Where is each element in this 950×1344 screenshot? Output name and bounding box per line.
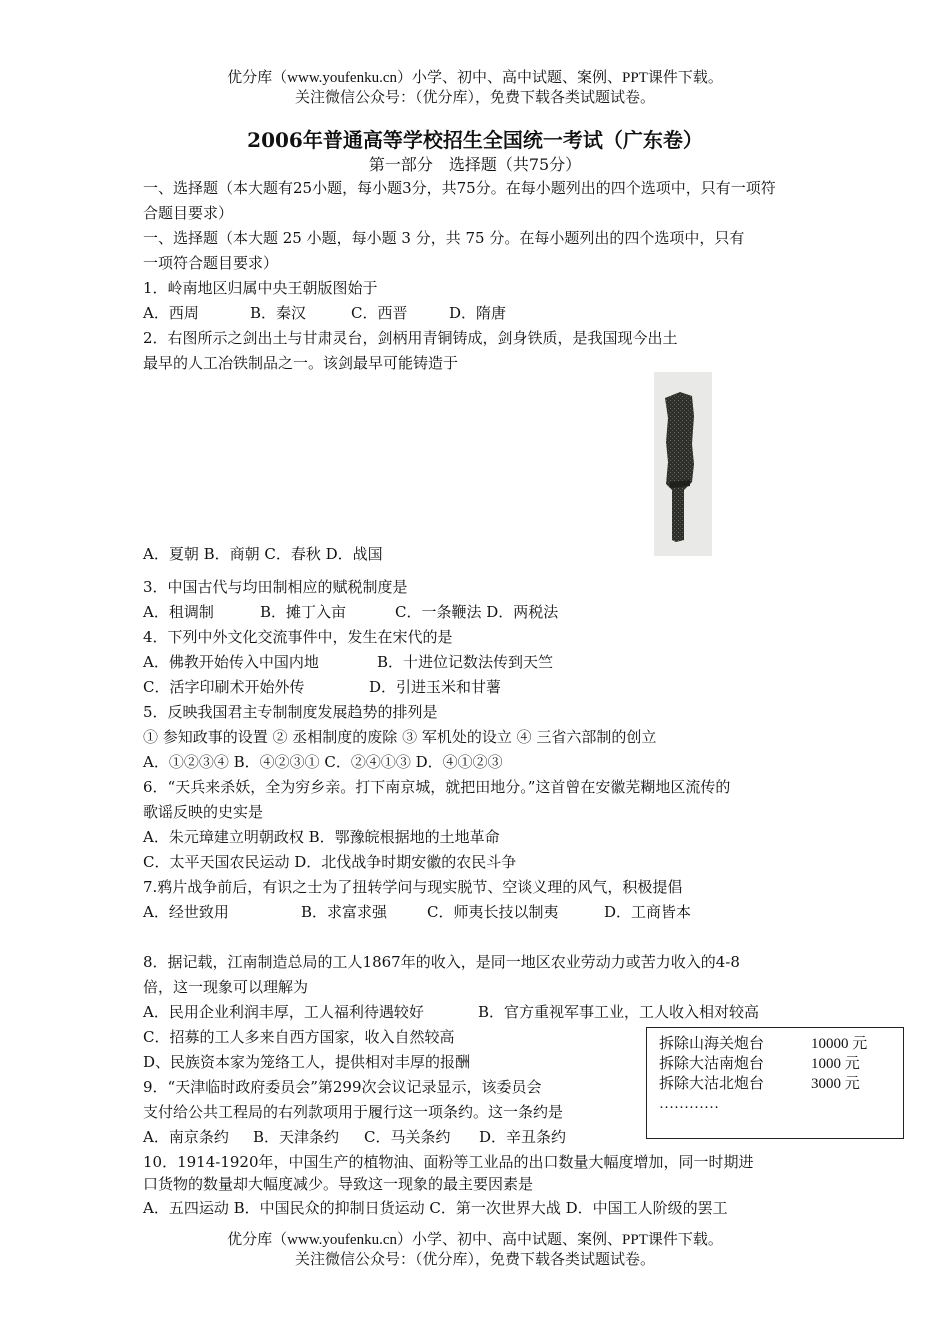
table-row [659,1074,903,1094]
q10-stem-1: 10．1914-1920年，中国生产的植物油、面粉等工业品的出口数量大幅度增加，同一时期进 [143,1153,754,1171]
q7-option-c: C．师夷长技以制夷 [427,903,559,921]
q6-options-ab: A．朱元璋建立明朝政权 B．鄂豫皖根据地的土地革命 [143,828,500,846]
q9-options [143,1127,566,1147]
page-title: 2006年普通高等学校招生全国统一考试（广东卷） [247,128,703,152]
q8-stem-2: 倍，这一现象可以理解为 [143,978,309,996]
q1-option-c: C．西晋 [351,304,408,322]
q5-stem: 5．反映我国君主专制制度发展趋势的排列是 [143,703,438,721]
q3-option-a: A．租调制 [143,603,214,621]
table-amount: 10000 元 [811,1036,868,1052]
intro-line-4: 一项符合题目要求） [143,254,279,272]
q8-option-a: A．民用企业利润丰厚，工人福利待遇较好 [143,1003,424,1021]
header-line-1: 优分库（www.youfenku.cn）小学、初中、高中试题、案例、PPT课件下载。 [227,70,723,86]
q4-option-b: B．十进位记数法传到天竺 [377,653,554,671]
q3-options [143,602,558,622]
q3-option-b: B．摊丁入亩 [260,603,347,621]
q7-stem: 7.鸦片战争前后，有识之士为了扭转学问与现实脱节、空谈义理的风气，积极提倡 [143,878,683,896]
q9-option-d: D．辛丑条约 [479,1128,567,1146]
q1-option-a: A．西周 [143,304,199,322]
intro-line-3: 一、选择题（本大题 25 小题，每小题 3 分，共 75 分。在每小题列出的四个选项中，只有 [143,229,745,247]
q4-options-cd [143,677,501,697]
q10-options: A．五四运动 B．中国民众的抑制日货运动 C．第一次世界大战 D．中国工人阶级的罢工 [143,1199,728,1217]
footer-line-1: 优分库（www.youfenku.cn）小学、初中、高中试题、案例、PPT课件下载。 [227,1232,723,1248]
table-row [659,1094,903,1114]
q6-stem-1: 6．“天兵来杀妖，全为穷乡亲。打下南京城，就把田地分。”这首曾在安徽芜糊地区流传的 [143,778,731,796]
table-amount: 3000 元 [811,1076,860,1092]
q4-option-c: C．活字印刷术开始外传 [143,678,305,696]
q8-stem-1: 8．据记载，江南制造总局的工人1867年的收入，是同一地区农业劳动力或苦力收入的4-8 [143,953,740,971]
q8-option-c: C．招募的工人多来自西方国家，收入自然较高 [143,1028,455,1046]
q9-stem-1: 9．“天津临时政府委员会”第299次会议记录显示，该委员会 [143,1078,542,1096]
table-item: 拆除山海关炮台 [659,1036,765,1052]
q5-items: ① 参知政事的设置 ② 丞相制度的废除 ③ 军机处的设立 ④ 三省六部制的创立 [143,728,657,746]
q3-stem: 3．中国古代与均田制相应的赋税制度是 [143,578,408,596]
q6-stem-2: 歌谣反映的史实是 [143,803,264,821]
q4-option-d: D．引进玉米和甘薯 [369,678,502,696]
q8-option-b: B．官方重视军事工业，工人收入相对较高 [478,1003,760,1021]
q3-option-cd: C．一条鞭法 D．两税法 [395,603,559,621]
q2-stem-2: 最早的人工冶铁制品之一。该剑最早可能铸造于 [143,354,459,372]
intro-line-2: 合题目要求） [143,204,234,222]
q10-stem-2: 口货物的数量却大幅度减少。导致这一现象的最主要因素是 [143,1175,534,1193]
section-subtitle: 第一部分 选择题（共75分） [368,155,582,174]
q1-options [143,303,506,323]
q6-options-cd: C．太平天国农民运动 D．北伐战争时期安徽的农民斗争 [143,853,517,871]
header-line-2: 关注微信公众号：（优分库），免费下载各类试题试卷。 [294,90,655,106]
payment-table [646,1027,904,1139]
q9-stem-2: 支付给公共工程局的右列款项用于履行这一项条约。这一条约是 [143,1103,564,1121]
table-amount: 1000 元 [811,1056,860,1072]
q9-option-c: C．马关条约 [364,1128,451,1146]
table-item: 拆除大沽北炮台 [659,1076,765,1092]
q9-option-b: B．天津条约 [253,1128,340,1146]
q7-option-b: B．求富求强 [301,903,388,921]
q1-option-b: B．秦汉 [250,304,307,322]
q1-option-d: D．隋唐 [449,304,507,322]
q4-option-a: A．佛教开始传入中国内地 [143,653,319,671]
q7-options [143,902,691,922]
intro-line-1: 一、选择题（本大题有25小题，每小题3分，共75分。在每小题列出的四个选项中，只有一项符 [143,179,776,197]
q5-options: A．①②③④ B．④②③① C．②④①③ D．④①②③ [143,753,503,771]
q2-options: A．夏朝 B．商朝 C．春秋 D．战国 [143,545,383,563]
sword-photo [654,372,712,556]
q7-option-a: A．经世致用 [143,903,229,921]
q1-stem: 1．岭南地区归属中央王朝版图始于 [143,279,378,297]
q4-stem: 4．下列中外文化交流事件中，发生在宋代的是 [143,628,453,646]
q7-option-d: D．工商皆本 [604,903,692,921]
table-row [659,1034,903,1054]
q9-option-a: A．南京条约 [143,1128,229,1146]
table-row [659,1054,903,1074]
table-item: 拆除大沽南炮台 [659,1056,765,1072]
q2-stem-1: 2．右图所示之剑出土与甘肃灵台，剑柄用青铜铸成，剑身铁质，是我国现今出土 [143,329,678,347]
footer-line-2: 关注微信公众号：（优分库），免费下载各类试题试卷。 [294,1252,655,1268]
q8-option-d: D、民族资本家为笼络工人，提供相对丰厚的报酬 [143,1053,471,1071]
q8-options-ab [143,1002,759,1022]
q4-options-ab [143,652,553,672]
table-item: ………… [659,1096,719,1112]
